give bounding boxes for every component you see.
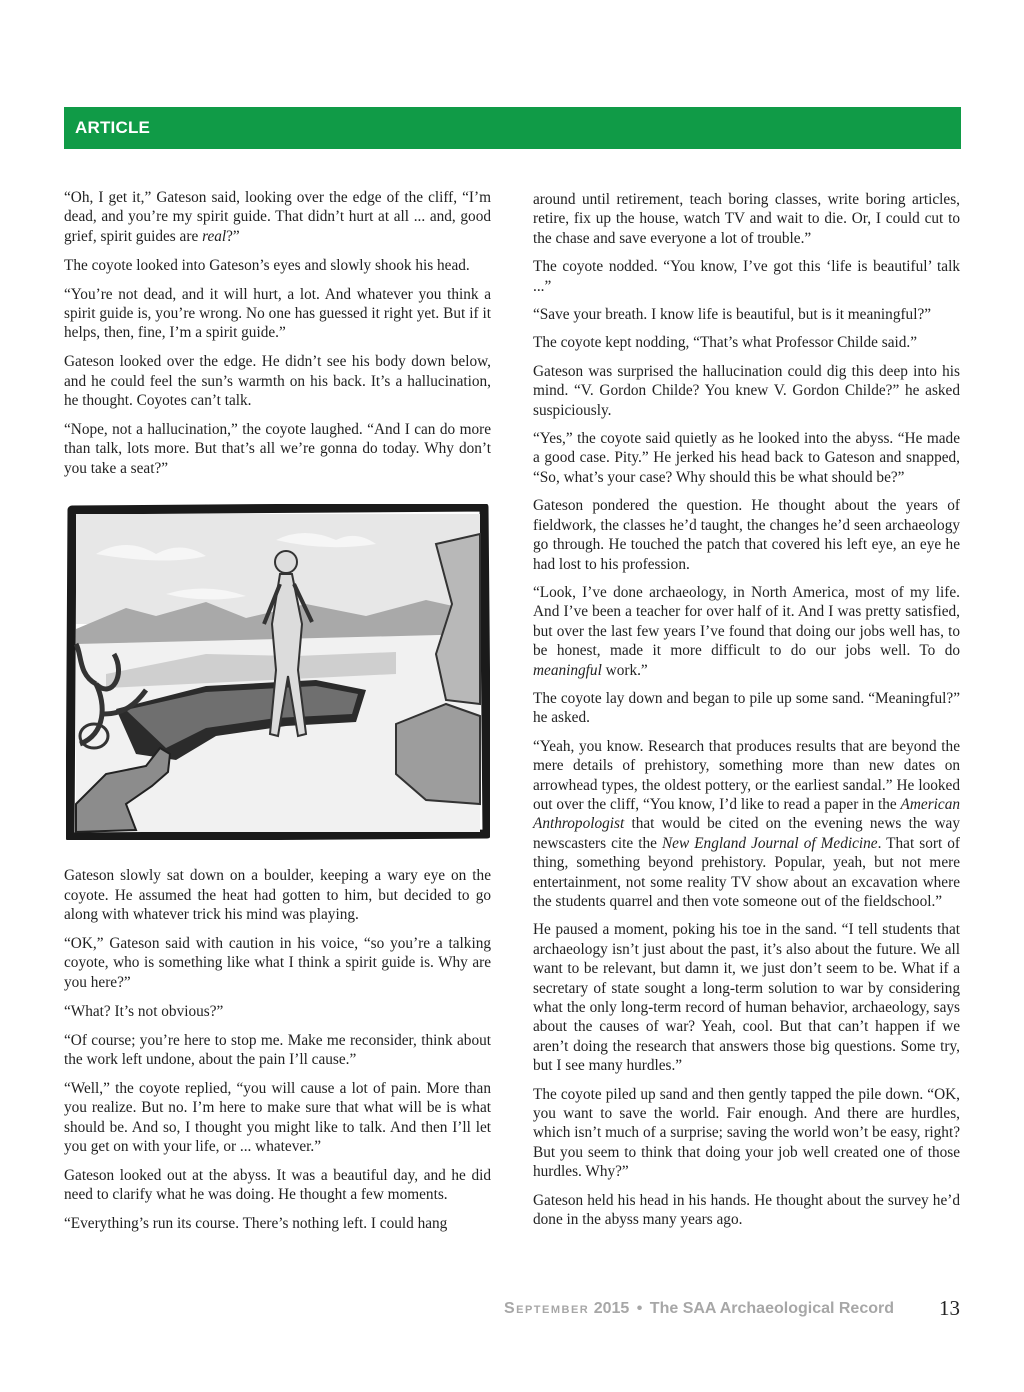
paragraph: “Everything’s run its course. There’s nothing left. I could hang [64,1215,448,1233]
paragraph: Gateson was surprised the hallucination could dig this deep into his mind. “V. Gordon Childe? You knew V. Gordon Childe?” he asked suspiciously. [533,362,960,419]
paragraph: The coyote lay down and began to pile up some sand. “Meaningful?” he asked. [533,689,960,727]
paragraph: around until retirement, teach boring classes, write boring articles, retire, fix up the house, watch TV and wait to die. Or, I could cut to the chase and save everyone a lot of trouble.” [533,191,960,247]
section-banner [64,107,961,149]
paragraph: The coyote looked into Gateson’s eyes and slowly shook his head. [64,256,470,274]
footer-bullet: • [636,1300,643,1317]
paragraph: The coyote kept nodding, “That’s what Professor Childe said.” [533,334,918,352]
footer-month: September [503,1300,590,1317]
right-column [533,190,960,1239]
paragraph: “OK,” Gateson said with caution in his voice, “so you’re a talking coyote, who is something like what I think a spirit guide is. Why are you here?” [64,935,491,991]
paragraph: “Yes,” the coyote said quietly as he looked into the abyss. “He made a good case. Pity.” He jerked his head back to Gateson and snapped, “So, what’s your case? Why should this be what should be?” [533,430,960,486]
paragraph: “Nope, not a hallucination,” the coyote laughed. “And I can do more than talk, lots more. But that’s all we’re gonna do today. Why don’t you take a seat?” [64,421,491,477]
paragraph: “Look, I’ve done archaeology, in North America, most of my life. And I’ve been a teacher for over half of it. And I was pretty satisfied, but over the last few years I’ve found that doing our jobs well has, to be honest, made it more difficult to do our jobs well. To do meaningful work.” [533,583,960,679]
illustration-coyote-at-cliff [66,504,490,840]
paragraph: “What? It’s not obvious?” [64,1002,224,1020]
paragraph: Gateson held his head in his hands. He thought about the survey he’d done in the abyss many years ago. [533,1191,960,1229]
paragraph: Gateson pondered the question. He thought about the years of fieldwork, the classes he’d taught, the changes he’d seen archaeology go through. He touched the patch that covered his left eye, an eye he had lost to his profession. [533,497,960,573]
paragraph: The coyote piled up sand and then gently tapped the pile down. “OK, you want to save the world. Fair enough. And there are hurdles, which isn’t much of a surprise; saving the world won’t be easy, right? But you seem to think that doing your job well created one of those hurdles. Why?” [533,1085,960,1181]
page-footer [460,1298,960,1328]
paragraph: The coyote nodded. “You know, I’ve got this ‘life is beautiful’ talk ...” [533,258,960,295]
paragraph: “Save your breath. I know life is beautiful, but is it meaningful?” [533,306,932,324]
paragraph: He paused a moment, poking his toe in the sand. “I tell students that archaeology isn’t just about the past, it’s also about the future. We all want to be relevant, but damn it, we just don’t seem to be. What if a secretary of state sought a long-term solution to war by considering what the only long-term record of human behavior, archaeology, says about the causes of war? Yeah, cool. But that can’t happen if we aren’t doing the research that answers those big questions. Some try, but I see many hurdles.” [533,921,960,1075]
paragraph: Gateson looked over the edge. He didn’t see his body down below, and he could feel the sun’s warmth on his back. It’s a hallucination, he thought. Coyotes can’t talk. [64,353,491,410]
footer-year: 2015 [593,1300,630,1317]
section-label: ARTICLE [75,118,151,137]
paragraph: “Yeah, you know. Research that produces results that are beyond the mere details of prehistory, something more than new dates on arrowhead types, the oldest pottery, or the earliest sandal.” He looked out over the cliff, “You know, I’d like to read a paper in the American Anthropologist that would be cited on the evening news the way newscasters cite the New England Journal of Medicine. That sort of thing, something beyond prehistory. Popular, yeah, but not mere entertainment, not some reality TV show about an excavation where the students quarrel and then vote someone out of the fieldschool.” [533,737,960,910]
paragraph: “Of course; you’re here to stop me. Make me reconsider, think about the work left undone, about the pain I’ll cause.” [64,1031,491,1069]
paragraph: Gateson slowly sat down on a boulder, keeping a wary eye on the coyote. He assumed the heat had gotten to him, but decided to go along with whatever trick his mind was playing. [64,867,491,924]
footer-publication: The SAA Archaeological Record [649,1300,894,1317]
paragraph: “Well,” the coyote replied, “you will cause a lot of pain. More than you realize. But no. I’m here to make sure that what will be is what should be. And so, I thought you might like to talk. And then I’ll let you get on with your life, or ... whatever.” [64,1079,491,1156]
left-column [64,188,491,1243]
paragraph: Gateson looked out at the abyss. It was a beautiful day, and he did need to clarify what he was doing. He thought a few moments. [64,1167,491,1204]
paragraph: “Oh, I get it,” Gateson said, looking over the edge of the cliff, “I’m dead, and you’re my spirit guide. That didn’t hurt at all ... and, good grief, spirit guides are real?” [64,189,491,245]
paragraph: “You’re not dead, and it will hurt, a lot. And whatever you think a spirit guide is, you’re wrong. No one has guessed it right yet. But if it helps, then, fine, I’m a spirit guide.” [64,285,491,342]
footer-publication-line [504,1300,894,1318]
page-number: 13 [939,1296,960,1320]
